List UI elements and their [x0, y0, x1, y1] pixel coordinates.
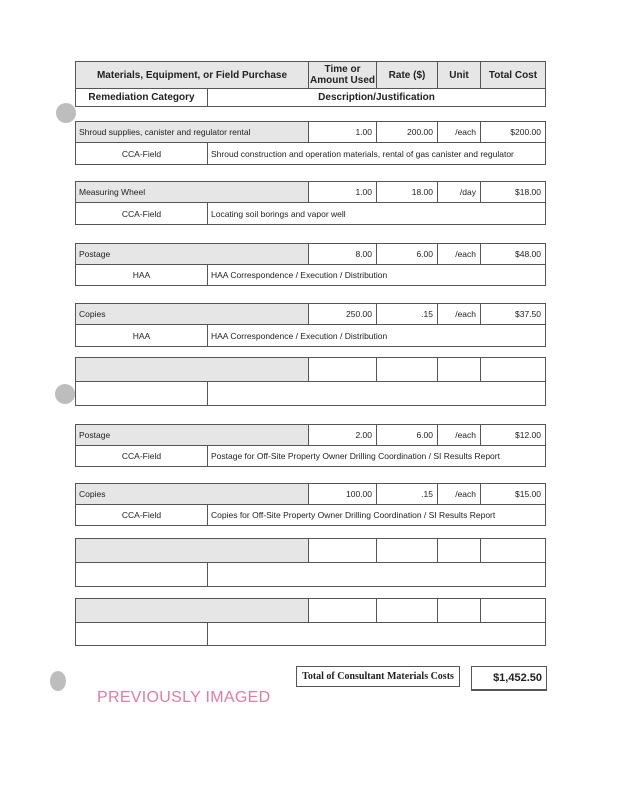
row-item: [75, 357, 309, 382]
row-description: [207, 381, 546, 406]
row-unit: [437, 598, 481, 623]
row-rate: [376, 598, 438, 623]
row-total: $48.00: [480, 243, 546, 265]
row-category: [75, 622, 208, 646]
header-materials: Materials, Equipment, or Field Purchase: [75, 61, 309, 89]
row-total: $37.50: [480, 303, 546, 325]
row-rate: .15: [376, 303, 438, 325]
header-total: Total Cost: [480, 61, 546, 89]
row-item: Copies: [75, 303, 309, 325]
row-description: Locating soil borings and vapor well: [207, 202, 546, 225]
row-amount: 100.00: [308, 483, 377, 505]
row-unit: /each: [437, 121, 481, 143]
punch-hole-bottom: [50, 671, 66, 691]
row-rate: 18.00: [376, 181, 438, 203]
row-description: [207, 562, 546, 587]
row-rate: 6.00: [376, 243, 438, 265]
row-rate: [376, 357, 438, 382]
row-item: [75, 538, 309, 563]
row-unit: /each: [437, 483, 481, 505]
row-amount: 8.00: [308, 243, 377, 265]
row-amount: [308, 357, 377, 382]
summary-value: $1,452.50: [471, 666, 547, 691]
row-category: CCA-Field: [75, 142, 208, 165]
row-amount: 1.00: [308, 181, 377, 203]
header-amount: Time or Amount Used: [308, 61, 377, 89]
row-unit: /each: [437, 424, 481, 446]
row-item: Measuring Wheel: [75, 181, 309, 203]
previously-imaged-stamp: PREVIOUSLY IMAGED: [97, 689, 271, 706]
row-unit: [437, 357, 481, 382]
row-total: [480, 538, 546, 563]
row-total: $15.00: [480, 483, 546, 505]
row-unit: [437, 538, 481, 563]
row-unit: /day: [437, 181, 481, 203]
row-category: [75, 562, 208, 587]
row-rate: 6.00: [376, 424, 438, 446]
row-rate: [376, 538, 438, 563]
row-total: $12.00: [480, 424, 546, 446]
row-total: [480, 357, 546, 382]
row-rate: 200.00: [376, 121, 438, 143]
row-category: CCA-Field: [75, 445, 208, 467]
header-rate: Rate ($): [376, 61, 438, 89]
row-amount: 250.00: [308, 303, 377, 325]
punch-hole-middle: [55, 384, 75, 404]
punch-hole-top: [56, 103, 76, 123]
row-amount: [308, 538, 377, 563]
row-total: $18.00: [480, 181, 546, 203]
row-unit: /each: [437, 243, 481, 265]
row-item: Copies: [75, 483, 309, 505]
row-amount: 2.00: [308, 424, 377, 446]
row-category: [75, 381, 208, 406]
row-description: Shroud construction and operation materials, rental of gas canister and regulator: [207, 142, 546, 165]
row-description: Postage for Off-Site Property Owner Drilling Coordination / SI Results Report: [207, 445, 546, 467]
row-amount: 1.00: [308, 121, 377, 143]
row-total: $200.00: [480, 121, 546, 143]
row-amount: [308, 598, 377, 623]
row-category: CCA-Field: [75, 504, 208, 526]
header-unit: Unit: [437, 61, 481, 89]
row-total: [480, 598, 546, 623]
row-item: Shroud supplies, canister and regulator rental: [75, 121, 309, 143]
row-category: HAA: [75, 264, 208, 286]
row-description: HAA Correspondence / Execution / Distribution: [207, 324, 546, 347]
row-description: Copies for Off-Site Property Owner Drilling Coordination / SI Results Report: [207, 504, 546, 526]
row-item: Postage: [75, 424, 309, 446]
row-description: HAA Correspondence / Execution / Distribution: [207, 264, 546, 286]
header-description: Description/Justification: [207, 88, 546, 107]
row-category: CCA-Field: [75, 202, 208, 225]
row-category: HAA: [75, 324, 208, 347]
row-description: [207, 622, 546, 646]
row-item: [75, 598, 309, 623]
row-unit: /each: [437, 303, 481, 325]
row-rate: .15: [376, 483, 438, 505]
row-item: Postage: [75, 243, 309, 265]
summary-label: Total of Consultant Materials Costs: [296, 666, 460, 687]
header-category: Remediation Category: [75, 88, 208, 107]
